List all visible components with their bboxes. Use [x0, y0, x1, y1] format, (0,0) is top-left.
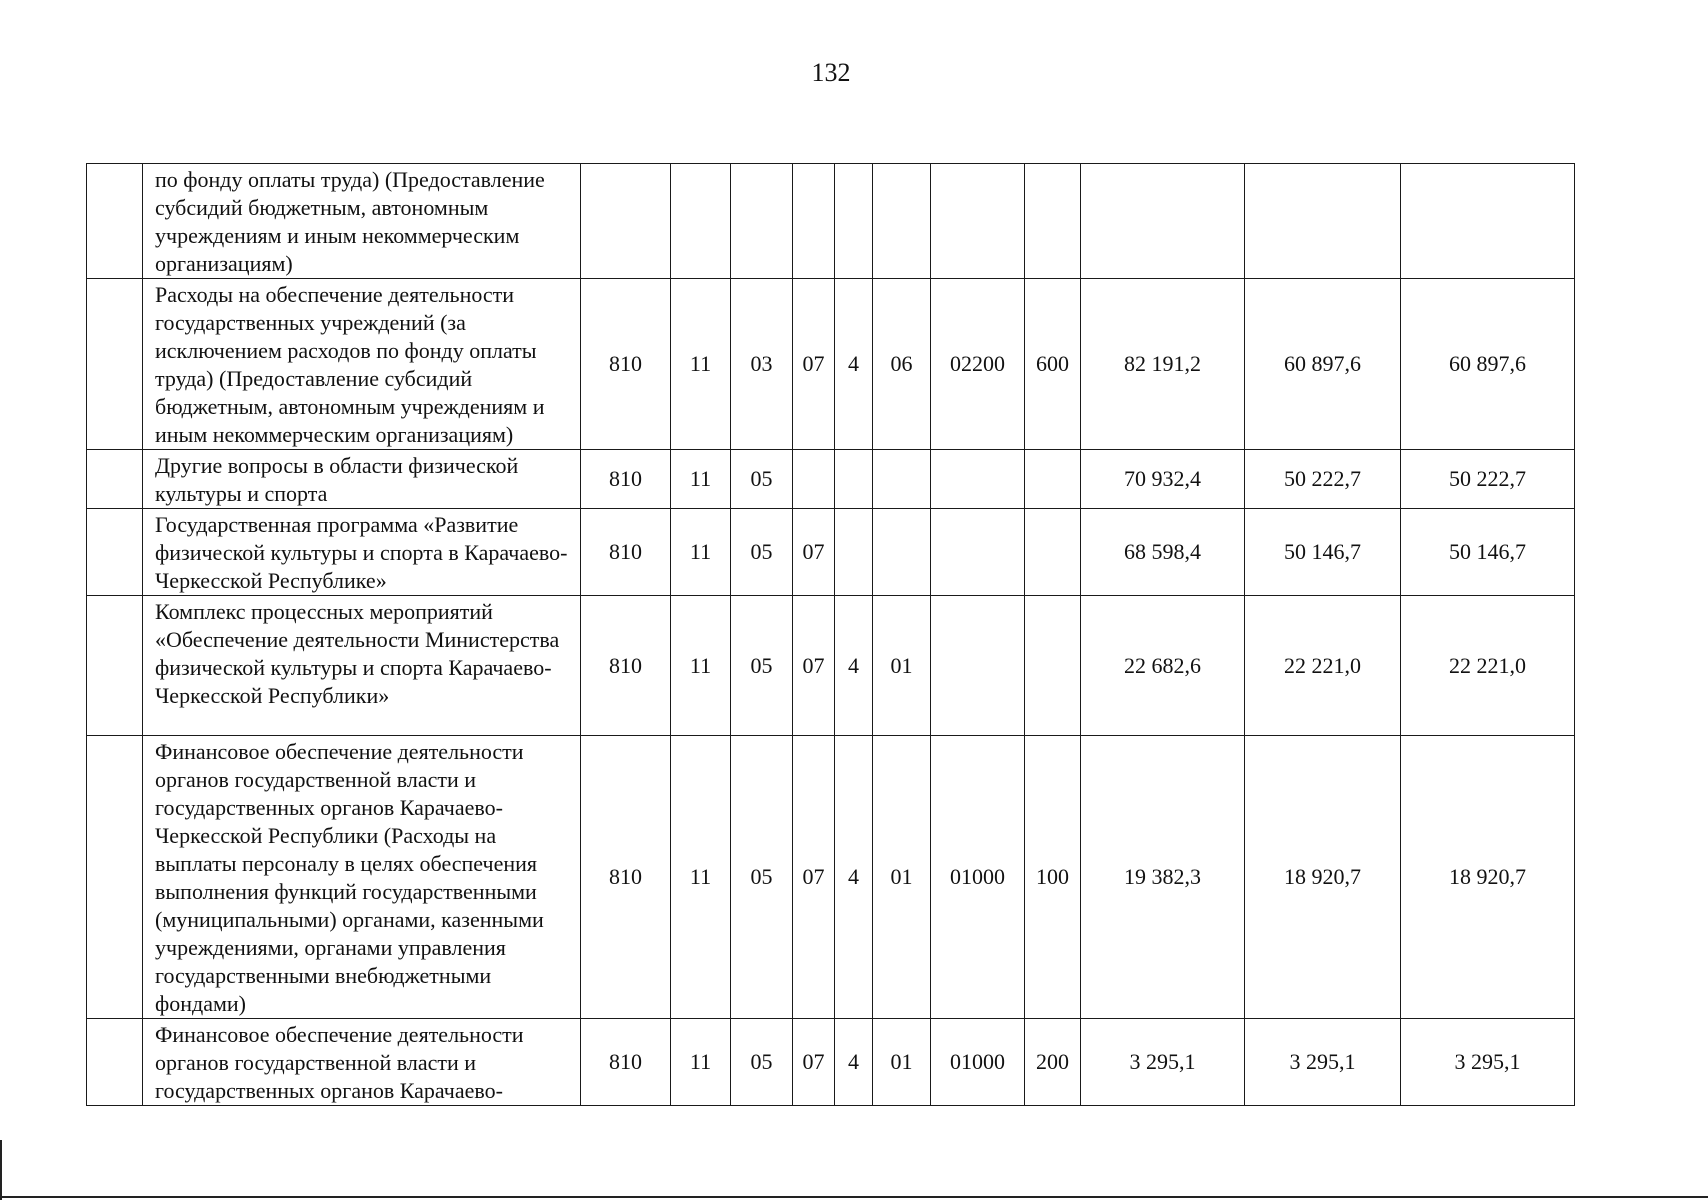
direction-code-cell [931, 596, 1025, 736]
program-code-cell: 07 [793, 596, 835, 736]
amount-year1-cell [1081, 164, 1245, 279]
table-row [87, 509, 1575, 596]
budget-table [86, 163, 1575, 1106]
amount-year3-cell: 50 146,7 [1401, 509, 1575, 596]
subsection-code-cell: 05 [731, 596, 793, 736]
row-number-cell [87, 450, 143, 509]
program-code-cell: 07 [793, 509, 835, 596]
table-row [87, 450, 1575, 509]
subsection-code-cell: 05 [731, 509, 793, 596]
section-code-cell [671, 164, 731, 279]
amount-year3-cell: 60 897,6 [1401, 279, 1575, 450]
expense-type-cell [1025, 509, 1081, 596]
event-code-cell [873, 164, 931, 279]
section-code-cell: 11 [671, 450, 731, 509]
subprogram-type-cell: 4 [835, 279, 873, 450]
subsection-code-cell [731, 164, 793, 279]
subprogram-type-cell [835, 164, 873, 279]
amount-year2-cell: 22 221,0 [1245, 596, 1401, 736]
subsection-code-cell: 05 [731, 736, 793, 1019]
scan-edge-line [0, 1196, 1708, 1198]
row-number-cell [87, 736, 143, 1019]
amount-year3-cell [1401, 164, 1575, 279]
subprogram-type-cell: 4 [835, 736, 873, 1019]
ministry-code-cell: 810 [581, 450, 671, 509]
subprogram-type-cell [835, 509, 873, 596]
table-row [87, 1019, 1575, 1106]
section-code-cell: 11 [671, 509, 731, 596]
table-row [87, 164, 1575, 279]
amount-year1-cell: 22 682,6 [1081, 596, 1245, 736]
ministry-code-cell [581, 164, 671, 279]
direction-code-cell [931, 450, 1025, 509]
direction-code-cell [931, 164, 1025, 279]
section-code-cell: 11 [671, 1019, 731, 1106]
program-code-cell [793, 164, 835, 279]
table-row [87, 596, 1575, 736]
row-number-cell [87, 596, 143, 736]
amount-year1-cell: 3 295,1 [1081, 1019, 1245, 1106]
event-code-cell [873, 509, 931, 596]
subprogram-type-cell [835, 450, 873, 509]
subsection-code-cell: 03 [731, 279, 793, 450]
expense-type-cell: 100 [1025, 736, 1081, 1019]
item-name-cell: Финансовое обеспечение деятельности органов государственной власти и государственных органов Карачаево-Черкесской Республики (Расходы на выплаты персоналу в целях обеспечения выполнения функций государственными (муниципальными) органами, казенными учреждениями, органами управления государственными внебюджетными фондами) [143, 736, 581, 1019]
subsection-code-cell: 05 [731, 1019, 793, 1106]
expense-type-cell: 200 [1025, 1019, 1081, 1106]
amount-year2-cell [1245, 164, 1401, 279]
scan-edge-line [0, 1140, 2, 1200]
section-code-cell: 11 [671, 736, 731, 1019]
page-number: 132 [811, 58, 851, 87]
program-code-cell: 07 [793, 279, 835, 450]
expense-type-cell [1025, 450, 1081, 509]
amount-year1-cell: 19 382,3 [1081, 736, 1245, 1019]
event-code-cell: 01 [873, 736, 931, 1019]
amount-year1-cell: 68 598,4 [1081, 509, 1245, 596]
ministry-code-cell: 810 [581, 596, 671, 736]
event-code-cell: 01 [873, 1019, 931, 1106]
event-code-cell: 01 [873, 596, 931, 736]
row-number-cell [87, 164, 143, 279]
item-name-cell: Финансовое обеспечение деятельности органов государственной власти и государственных органов Карачаево- [143, 1019, 581, 1106]
amount-year2-cell: 18 920,7 [1245, 736, 1401, 1019]
amount-year3-cell: 50 222,7 [1401, 450, 1575, 509]
event-code-cell: 06 [873, 279, 931, 450]
amount-year2-cell: 50 146,7 [1245, 509, 1401, 596]
expense-type-cell [1025, 164, 1081, 279]
program-code-cell: 07 [793, 1019, 835, 1106]
row-number-cell [87, 509, 143, 596]
program-code-cell [793, 450, 835, 509]
program-code-cell: 07 [793, 736, 835, 1019]
ministry-code-cell: 810 [581, 509, 671, 596]
table-row [87, 736, 1575, 1019]
section-code-cell: 11 [671, 279, 731, 450]
row-number-cell [87, 1019, 143, 1106]
row-number-cell [87, 279, 143, 450]
ministry-code-cell: 810 [581, 736, 671, 1019]
item-name-cell: по фонду оплаты труда) (Предоставление субсидий бюджетным, автономным учреждениям и иным некоммерческим организациям) [143, 164, 581, 279]
amount-year1-cell: 70 932,4 [1081, 450, 1245, 509]
item-name-cell: Комплекс процессных мероприятий «Обеспечение деятельности Министерства физической культуры и спорта Карачаево-Черкесской Республики» [143, 596, 581, 736]
direction-code-cell: 01000 [931, 1019, 1025, 1106]
direction-code-cell: 02200 [931, 279, 1025, 450]
table-row [87, 279, 1575, 450]
subprogram-type-cell: 4 [835, 596, 873, 736]
amount-year3-cell: 3 295,1 [1401, 1019, 1575, 1106]
amount-year3-cell: 18 920,7 [1401, 736, 1575, 1019]
item-name-cell: Государственная программа «Развитие физической культуры и спорта в Карачаево-Черкесской Республике» [143, 509, 581, 596]
event-code-cell [873, 450, 931, 509]
ministry-code-cell: 810 [581, 279, 671, 450]
expense-type-cell [1025, 596, 1081, 736]
direction-code-cell [931, 509, 1025, 596]
amount-year1-cell: 82 191,2 [1081, 279, 1245, 450]
amount-year2-cell: 50 222,7 [1245, 450, 1401, 509]
amount-year3-cell: 22 221,0 [1401, 596, 1575, 736]
section-code-cell: 11 [671, 596, 731, 736]
ministry-code-cell: 810 [581, 1019, 671, 1106]
amount-year2-cell: 3 295,1 [1245, 1019, 1401, 1106]
direction-code-cell: 01000 [931, 736, 1025, 1019]
expense-type-cell: 600 [1025, 279, 1081, 450]
subsection-code-cell: 05 [731, 450, 793, 509]
item-name-cell: Расходы на обеспечение деятельности государственных учреждений (за исключением расходов по фонду оплаты труда) (Предоставление субсидий бюджетным, автономным учреждениям и иным некоммерческим организациям) [143, 279, 581, 450]
amount-year2-cell: 60 897,6 [1245, 279, 1401, 450]
item-name-cell: Другие вопросы в области физической культуры и спорта [143, 450, 581, 509]
subprogram-type-cell: 4 [835, 1019, 873, 1106]
